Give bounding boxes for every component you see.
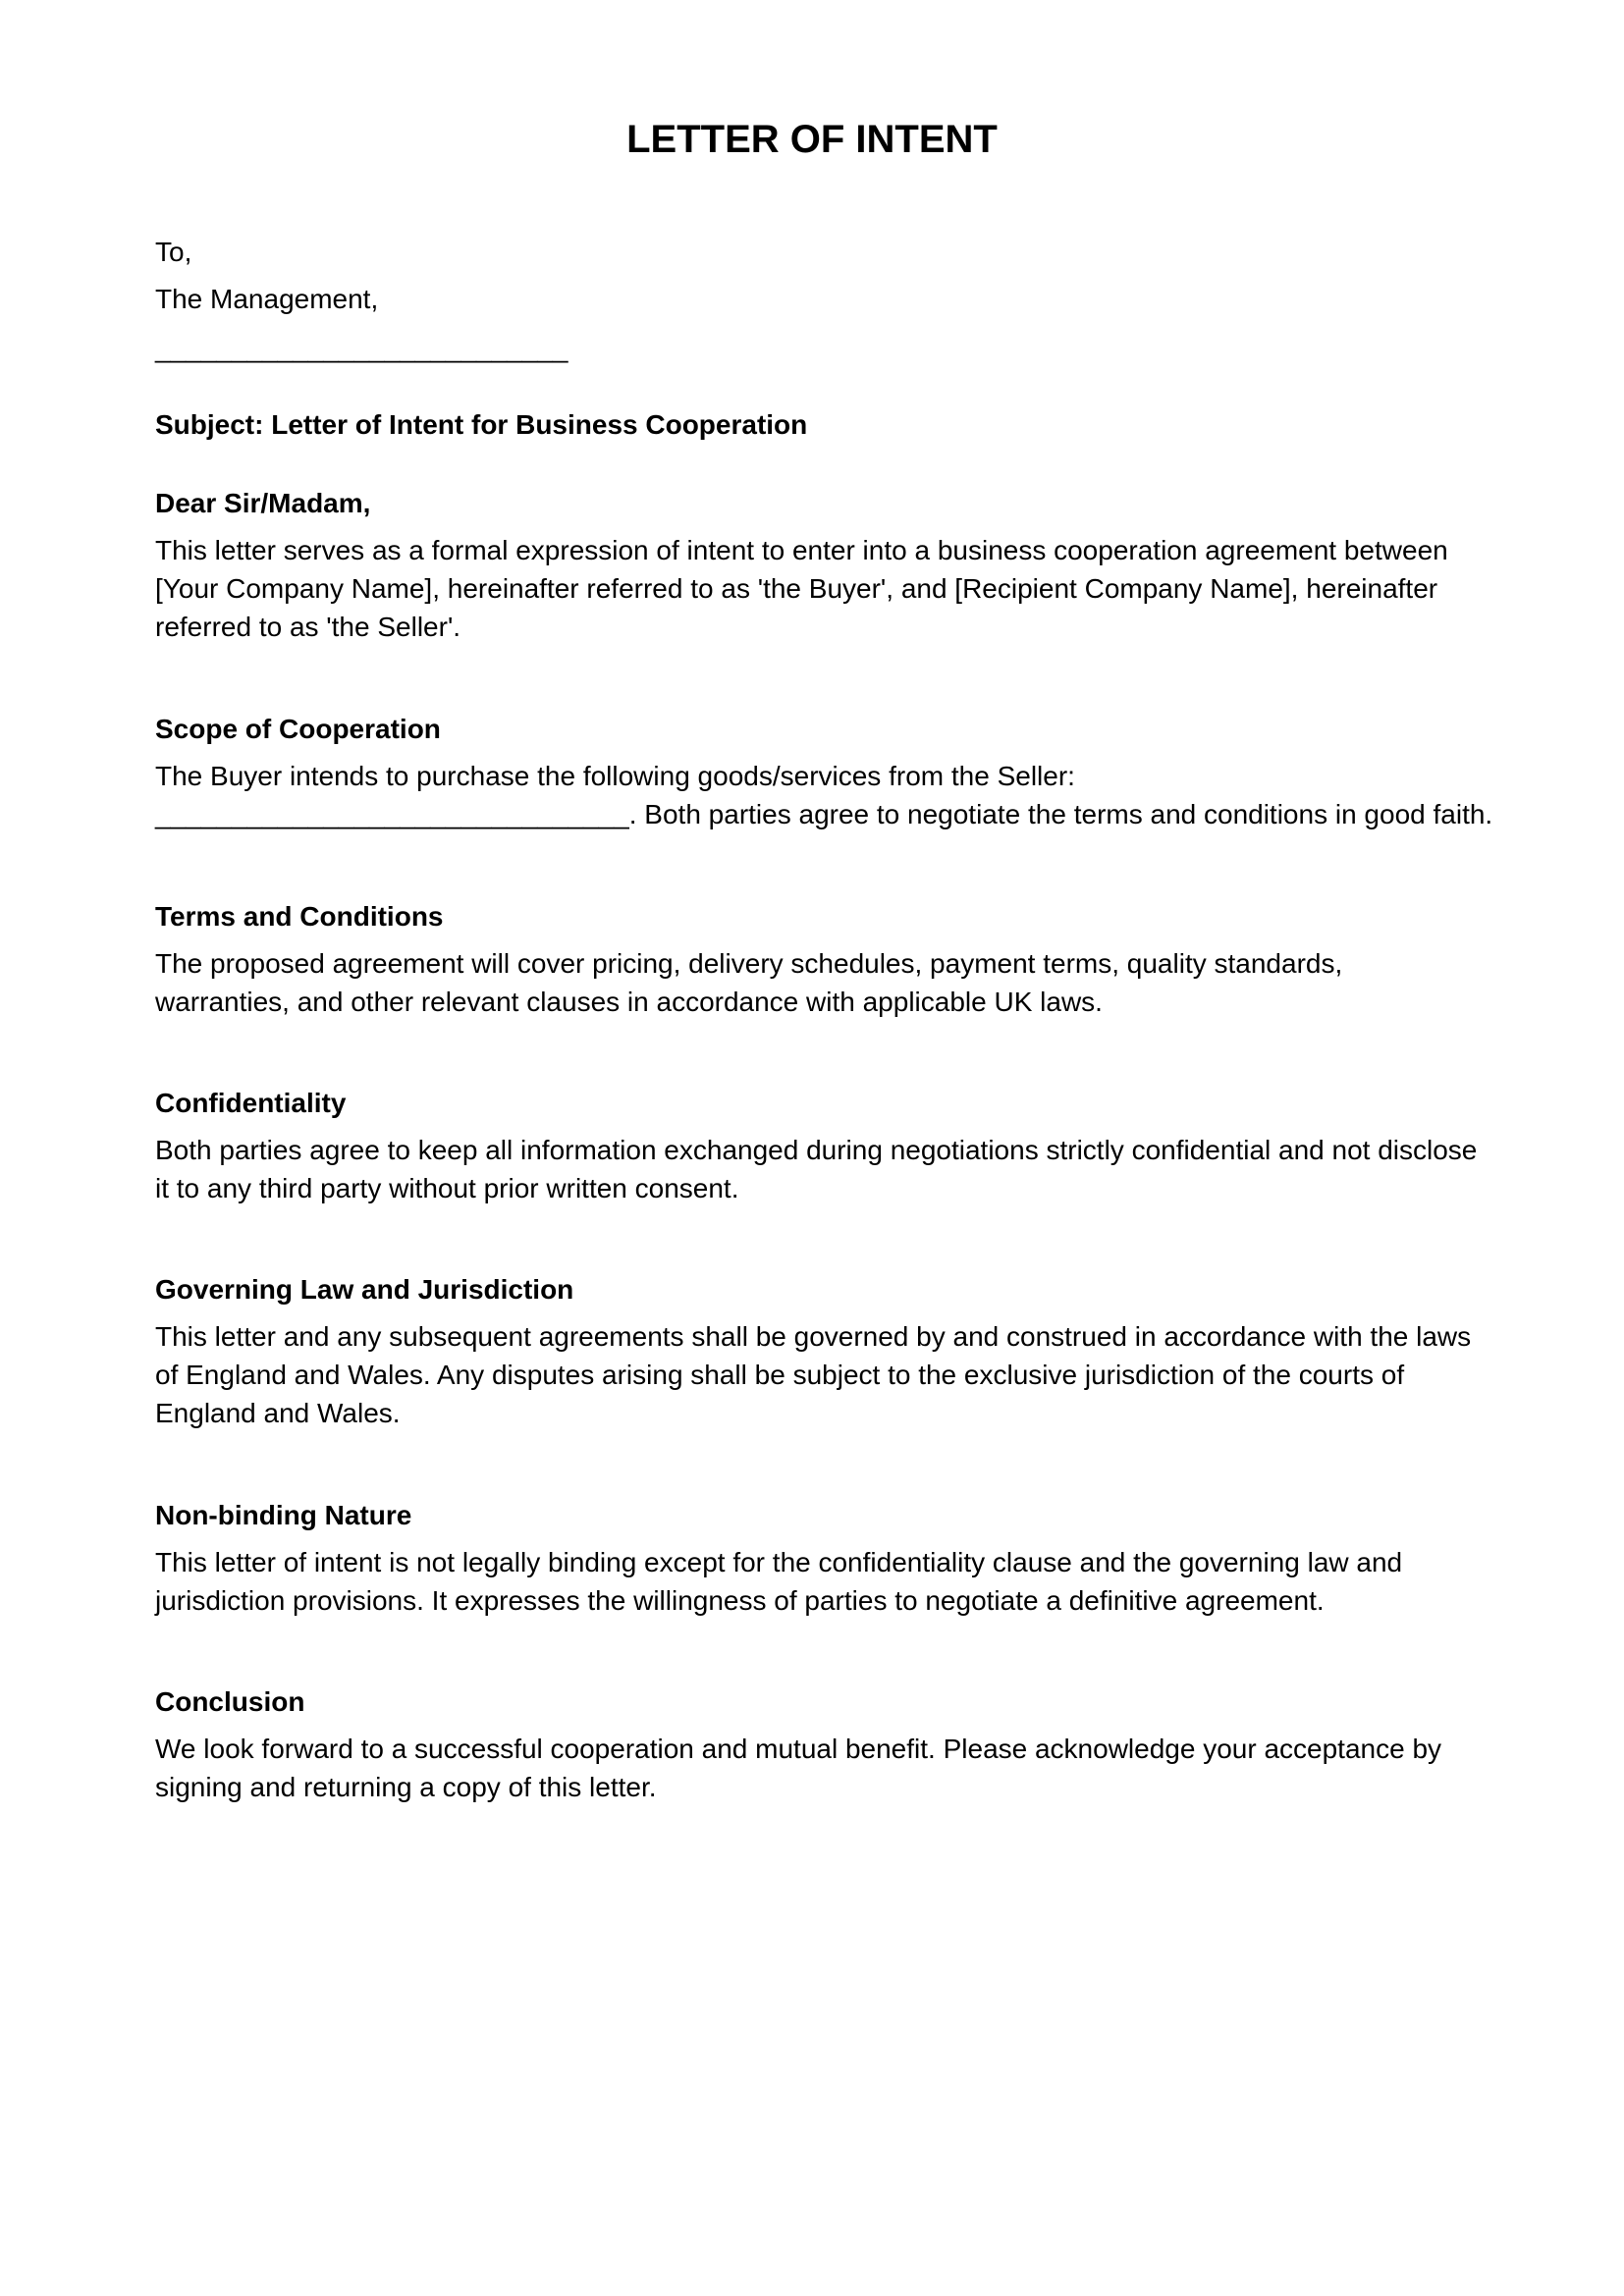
section-heading-scope: Scope of Cooperation bbox=[155, 714, 441, 744]
intro-line: This letter serves as a formal expression of intent to enter into a business cooperation agreement between bbox=[155, 535, 1448, 565]
section-line: The Buyer intends to purchase the following goods/services from the Seller: bbox=[155, 761, 1075, 791]
section-line: signing and returning a copy of this letter. bbox=[155, 1772, 657, 1802]
section-line: We look forward to a successful cooperation and mutual benefit. Please acknowledge your acceptance by bbox=[155, 1734, 1442, 1764]
address-to: To, bbox=[155, 237, 192, 267]
section-line: The proposed agreement will cover pricing, delivery schedules, payment terms, quality standards, bbox=[155, 948, 1343, 979]
section-body-non-binding bbox=[155, 1543, 1490, 1620]
section-line: This letter of intent is not legally binding except for the confidentiality clause and the governing law and bbox=[155, 1547, 1403, 1577]
section-line: it to any third party without prior written consent. bbox=[155, 1173, 739, 1203]
intro-line: referred to as 'the Seller'. bbox=[155, 612, 461, 642]
salutation: Dear Sir/Madam, bbox=[155, 488, 371, 518]
section-line: _______________________________. Both parties agree to negotiate the terms and conditions in good faith. bbox=[155, 799, 1493, 829]
section-heading-terms: Terms and Conditions bbox=[155, 901, 444, 932]
intro-paragraph bbox=[155, 531, 1490, 646]
section-body-terms bbox=[155, 944, 1490, 1021]
section-heading-governing-law: Governing Law and Jurisdiction bbox=[155, 1274, 574, 1305]
intro-line: [Your Company Name], hereinafter referred to as 'the Buyer', and [Recipient Company Name], hereinafter bbox=[155, 573, 1438, 604]
section-heading-non-binding: Non-binding Nature bbox=[155, 1500, 412, 1530]
section-line: jurisdiction provisions. It expresses the willingness of parties to negotiate a definitive agreement. bbox=[155, 1585, 1325, 1616]
section-line: England and Wales. bbox=[155, 1398, 401, 1428]
document-title: LETTER OF INTENT bbox=[626, 118, 998, 161]
section-line: of England and Wales. Any disputes arising shall be subject to the exclusive jurisdiction of the courts of bbox=[155, 1360, 1405, 1390]
section-heading-conclusion: Conclusion bbox=[155, 1686, 305, 1717]
section-body-confidentiality bbox=[155, 1131, 1490, 1207]
section-body-scope bbox=[155, 757, 1493, 833]
address-recipient: The Management, bbox=[155, 284, 379, 314]
section-line: Both parties agree to keep all information exchanged during negotiations strictly confidential and not disclose bbox=[155, 1135, 1478, 1165]
section-heading-confidentiality: Confidentiality bbox=[155, 1088, 347, 1118]
subject-line: Subject: Letter of Intent for Business Cooperation bbox=[155, 409, 808, 440]
section-body-governing-law bbox=[155, 1317, 1490, 1432]
section-line: This letter and any subsequent agreements shall be governed by and construed in accordance with the laws bbox=[155, 1321, 1472, 1352]
address-blank-line: ___________________________ bbox=[155, 333, 568, 363]
section-body-conclusion bbox=[155, 1730, 1490, 1806]
section-line: warranties, and other relevant clauses in accordance with applicable UK laws. bbox=[155, 987, 1103, 1017]
